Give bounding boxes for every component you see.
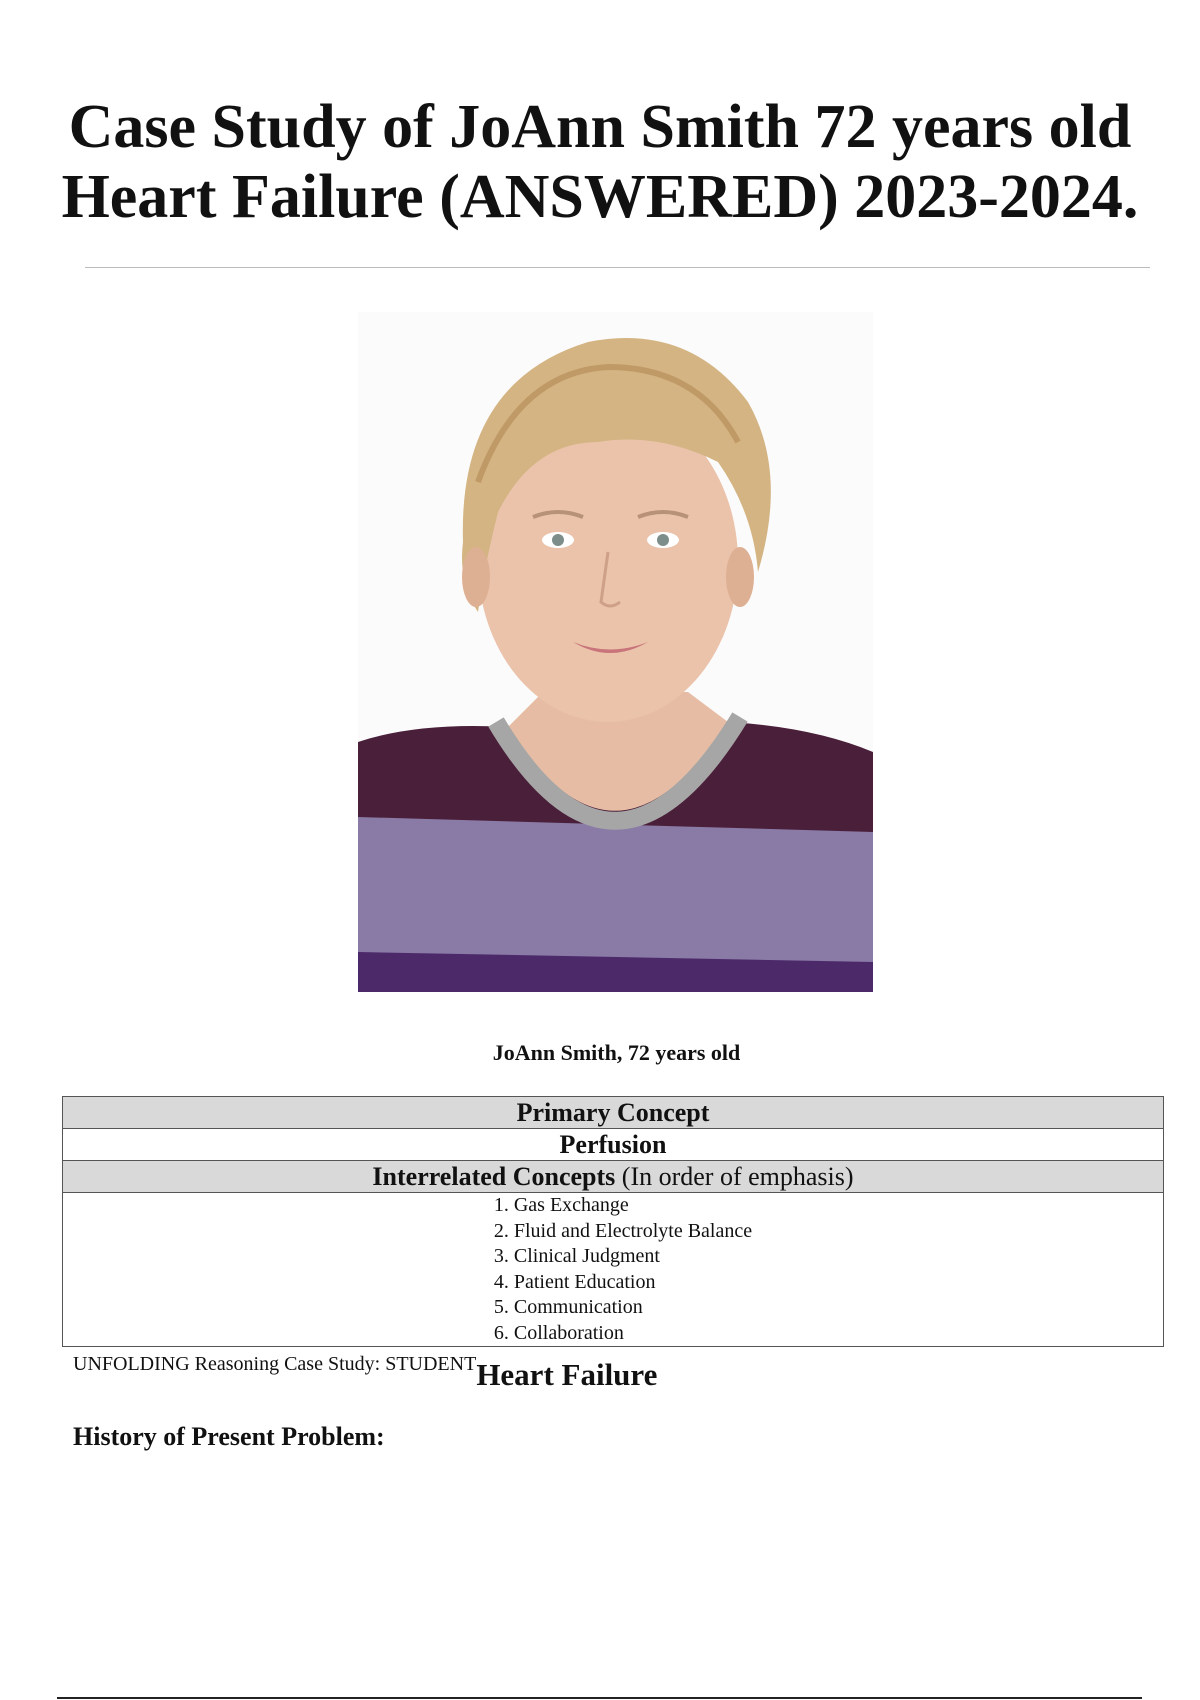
list-item: 2. Fluid and Electrolyte Balance [493,1219,753,1242]
document-title: Case Study of JoAnn Smith 72 years old Heart Failure (ANSWERED) 2023-2024. [61,93,1139,231]
case-study-label: UNFOLDING Reasoning Case Study: STUDENT [73,1353,477,1375]
interrelated-header-label: Interrelated Concepts [372,1161,616,1191]
interrelated-concepts-header [63,1161,1164,1193]
concept-table [62,1096,1164,1347]
list-item: 1. Gas Exchange [493,1194,629,1216]
list-item: 5. Communication [493,1296,643,1318]
interrelated-concepts-list [494,1193,752,1346]
history-heading: History of Present Problem: [73,1422,385,1451]
interrelated-concepts-cell [63,1193,1164,1347]
case-study-topic: Heart Failure [476,1357,658,1392]
interrelated-header-note: (In order of emphasis) [621,1161,854,1191]
footer-divider [57,1697,1142,1699]
primary-concept-value: Perfusion [63,1129,1164,1161]
primary-concept-header: Primary Concept [63,1097,1164,1129]
case-study-line [73,1353,658,1392]
title-divider [85,267,1150,268]
photo-caption: JoAnn Smith, 72 years old [492,1040,741,1065]
list-item: 3. Clinical Judgment [493,1245,660,1267]
list-item: 6. Collaboration [493,1321,624,1344]
list-item: 4. Patient Education [493,1270,656,1293]
patient-photo [358,312,873,992]
